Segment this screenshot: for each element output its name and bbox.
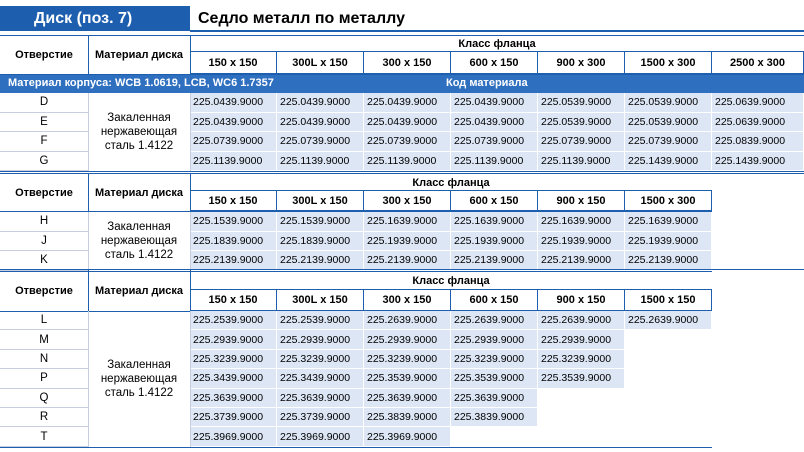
material-code-cell: 225.0739.9000 [625,132,712,152]
hole-cell: R [0,408,88,427]
flange-class-header: 600 x 150 [451,191,538,211]
material-code-cell: 225.3839.9000 [451,408,538,427]
section-top-rule [0,35,804,36]
hole-cell: N [0,350,88,369]
material-code-cell: 225.1439.9000 [625,152,712,172]
flange-class-header: 300L x 150 [277,52,364,74]
material-code-cell: 225.2139.9000 [190,251,277,271]
material-code-cell: 225.2139.9000 [364,251,451,271]
material-code-cell: 225.0639.9000 [712,113,804,133]
hole-header: Отверстие [15,284,73,297]
material-code-cell: 225.0439.9000 [451,113,538,133]
section-bottom-rule [0,447,712,448]
material-code-cell: 225.0439.9000 [364,93,451,113]
body-material-label: Материал корпуса: WCB 1.0619, LCB, WC6 1.7357 [8,77,274,89]
header-divider [190,174,191,211]
material-code-cell: 225.2639.9000 [625,311,712,330]
section-badge: Диск (поз. 7) [0,6,190,31]
page-title: Седло металл по металлу [198,10,405,27]
material-code-cell: 225.3439.9000 [277,369,364,388]
flange-class-header: 600 x 150 [451,52,538,74]
column-divider [190,93,191,171]
material-code-cell: 225.1839.9000 [190,232,277,252]
hole-cell: M [0,330,88,349]
material-code-cell: 225.3969.9000 [190,427,277,446]
flange-class-header: 300 x 150 [364,191,451,211]
material-code-cell: 225.1139.9000 [451,152,538,172]
material-code-cell: 225.0839.9000 [712,132,804,152]
material-code-cell: 225.3739.9000 [277,408,364,427]
material-code-cell: 225.2939.9000 [364,330,451,349]
material-code-cell: 225.3639.9000 [364,389,451,408]
flange-class-header: 300 x 150 [364,290,451,311]
material-code-cell: 225.1539.9000 [277,212,364,232]
header-divider [190,270,191,311]
flange-class-header: 1500 x 300 [625,191,712,211]
header-divider [88,36,89,74]
flange-class-header: 150 x 150 [190,52,277,74]
material-code-cell: 225.0439.9000 [190,93,277,113]
material-code-cell: 225.1639.9000 [364,212,451,232]
flange-class-header: 1500 x 150 [625,290,712,311]
flange-class-header: 900 x 300 [538,52,625,74]
flange-class-header: 300 x 150 [364,52,451,74]
material-code-cell: 225.0639.9000 [712,93,804,113]
hole-cell: F [0,132,88,152]
column-divider [88,93,89,171]
material-code-cell: 225.2139.9000 [277,251,364,271]
flange-class-header: 150 x 150 [190,290,277,311]
column-divider [88,311,89,447]
hole-cell: Q [0,389,88,408]
material-code-cell: 225.3739.9000 [190,408,277,427]
flange-class-header: 150 x 150 [190,191,277,211]
material-code-cell: 225.1639.9000 [451,212,538,232]
material-code-cell: 225.1639.9000 [538,212,625,232]
hole-cell: K [0,251,88,271]
material-code-cell: 225.3639.9000 [190,389,277,408]
section-top-rule [0,173,804,174]
disc-material-cell: Закаленная нержавеющая сталь 1.4122 [100,221,178,262]
section-top-rule [0,269,804,270]
disc-material-cell: Закаленная нержавеющая сталь 1.4122 [100,358,178,399]
flange-class-header: 300L x 150 [277,191,364,211]
material-code-cell: 225.1939.9000 [538,232,625,252]
material-code-cell: 225.3639.9000 [277,389,364,408]
flange-class-header: 300L x 150 [277,290,364,311]
hole-header: Отверстие [15,186,73,199]
section-bottom-rule [0,171,804,172]
flange-class-header: 900 x 150 [538,191,625,211]
column-divider [190,212,191,271]
material-code-cell: 225.2939.9000 [451,330,538,349]
flange-class-header: 600 x 150 [451,290,538,311]
header-divider [190,30,804,32]
material-code-cell: 225.2939.9000 [277,330,364,349]
hole-cell: E [0,113,88,133]
material-code-cell: 225.3239.9000 [451,350,538,369]
header-divider [190,36,191,74]
class-row-rule [190,190,712,191]
material-code-cell: 225.2139.9000 [625,251,712,271]
material-code-cell: 225.1939.9000 [364,232,451,252]
material-code-cell: 225.3239.9000 [190,350,277,369]
column-divider [190,311,191,447]
material-code-cell: 225.0739.9000 [190,132,277,152]
hole-cell: H [0,212,88,232]
hole-cell: L [0,311,88,330]
hole-cell: D [0,93,88,113]
flange-class-title: Класс фланца [412,176,490,189]
material-code-cell: 225.3839.9000 [364,408,451,427]
material-code-cell: 225.1139.9000 [364,152,451,172]
material-code-cell: 225.0739.9000 [538,132,625,152]
disc-material-header: Материал диска [94,284,184,297]
material-code-cell: 225.3239.9000 [538,350,625,369]
hole-cell: T [0,427,88,446]
material-code-cell: 225.1939.9000 [625,232,712,252]
material-code-cell: 225.1639.9000 [625,212,712,232]
header-divider [88,270,89,311]
material-code-cell: 225.2639.9000 [364,311,451,330]
material-code-cell: 225.2639.9000 [451,311,538,330]
material-code-cell: 225.3539.9000 [538,369,625,388]
material-code-cell: 225.0439.9000 [364,113,451,133]
disc-material-cell: Закаленная нержавеющая сталь 1.4122 [100,112,178,152]
material-code-cell: 225.3539.9000 [451,369,538,388]
hole-header: Отверстие [15,49,73,61]
flange-class-title: Класс фланца [458,38,536,50]
material-code-cell: 225.1139.9000 [538,152,625,172]
material-code-cell: 225.2639.9000 [538,311,625,330]
material-code-cell: 225.0439.9000 [277,93,364,113]
material-code-cell: 225.0739.9000 [451,132,538,152]
disc-material-header: Материал диска [94,186,184,199]
hole-cell: G [0,152,88,172]
material-code-cell: 225.1439.9000 [712,152,804,172]
material-code-cell: 225.0539.9000 [625,113,712,133]
material-code-cell: 225.2139.9000 [451,251,538,271]
material-code-cell: 225.0539.9000 [538,113,625,133]
class-row-rule [190,289,712,290]
material-code-cell: 225.3639.9000 [451,389,538,408]
material-code-cell: 225.1139.9000 [190,152,277,172]
flange-class-header: 1500 x 300 [625,52,712,74]
class-row-rule [190,51,804,52]
material-code-cell: 225.2139.9000 [538,251,625,271]
material-code-cell: 225.2939.9000 [538,330,625,349]
material-code-cell: 225.0539.9000 [625,93,712,113]
material-code-cell: 225.0539.9000 [538,93,625,113]
material-code-cell: 225.1939.9000 [451,232,538,252]
flange-class-header: 2500 x 300 [712,52,804,74]
column-divider [88,212,89,271]
material-code-cell: 225.3239.9000 [277,350,364,369]
flange-class-title: Класс фланца [412,275,490,287]
material-code-cell: 225.3969.9000 [364,427,451,446]
material-code-cell: 225.0439.9000 [190,113,277,133]
flange-class-header: 900 x 150 [538,290,625,311]
material-code-cell: 225.1839.9000 [277,232,364,252]
material-code-cell: 225.3969.9000 [277,427,364,446]
material-code-cell: 225.3539.9000 [364,369,451,388]
material-code-cell: 225.0739.9000 [277,132,364,152]
material-code-cell: 225.1139.9000 [277,152,364,172]
material-code-cell: 225.3239.9000 [364,350,451,369]
header-divider [88,174,89,211]
body-material-band [0,75,804,93]
disc-material-header: Материал диска [94,49,184,61]
material-code-cell: 225.2539.9000 [277,311,364,330]
material-code-cell: 225.3439.9000 [190,369,277,388]
material-code-label: Код материала [446,77,528,89]
hole-cell: P [0,369,88,388]
hole-cell: J [0,232,88,252]
material-code-cell: 225.2539.9000 [190,311,277,330]
material-code-cell: 225.0439.9000 [277,113,364,133]
material-code-cell: 225.0439.9000 [451,93,538,113]
material-code-cell: 225.1539.9000 [190,212,277,232]
material-code-cell: 225.0739.9000 [364,132,451,152]
material-code-cell: 225.2939.9000 [190,330,277,349]
